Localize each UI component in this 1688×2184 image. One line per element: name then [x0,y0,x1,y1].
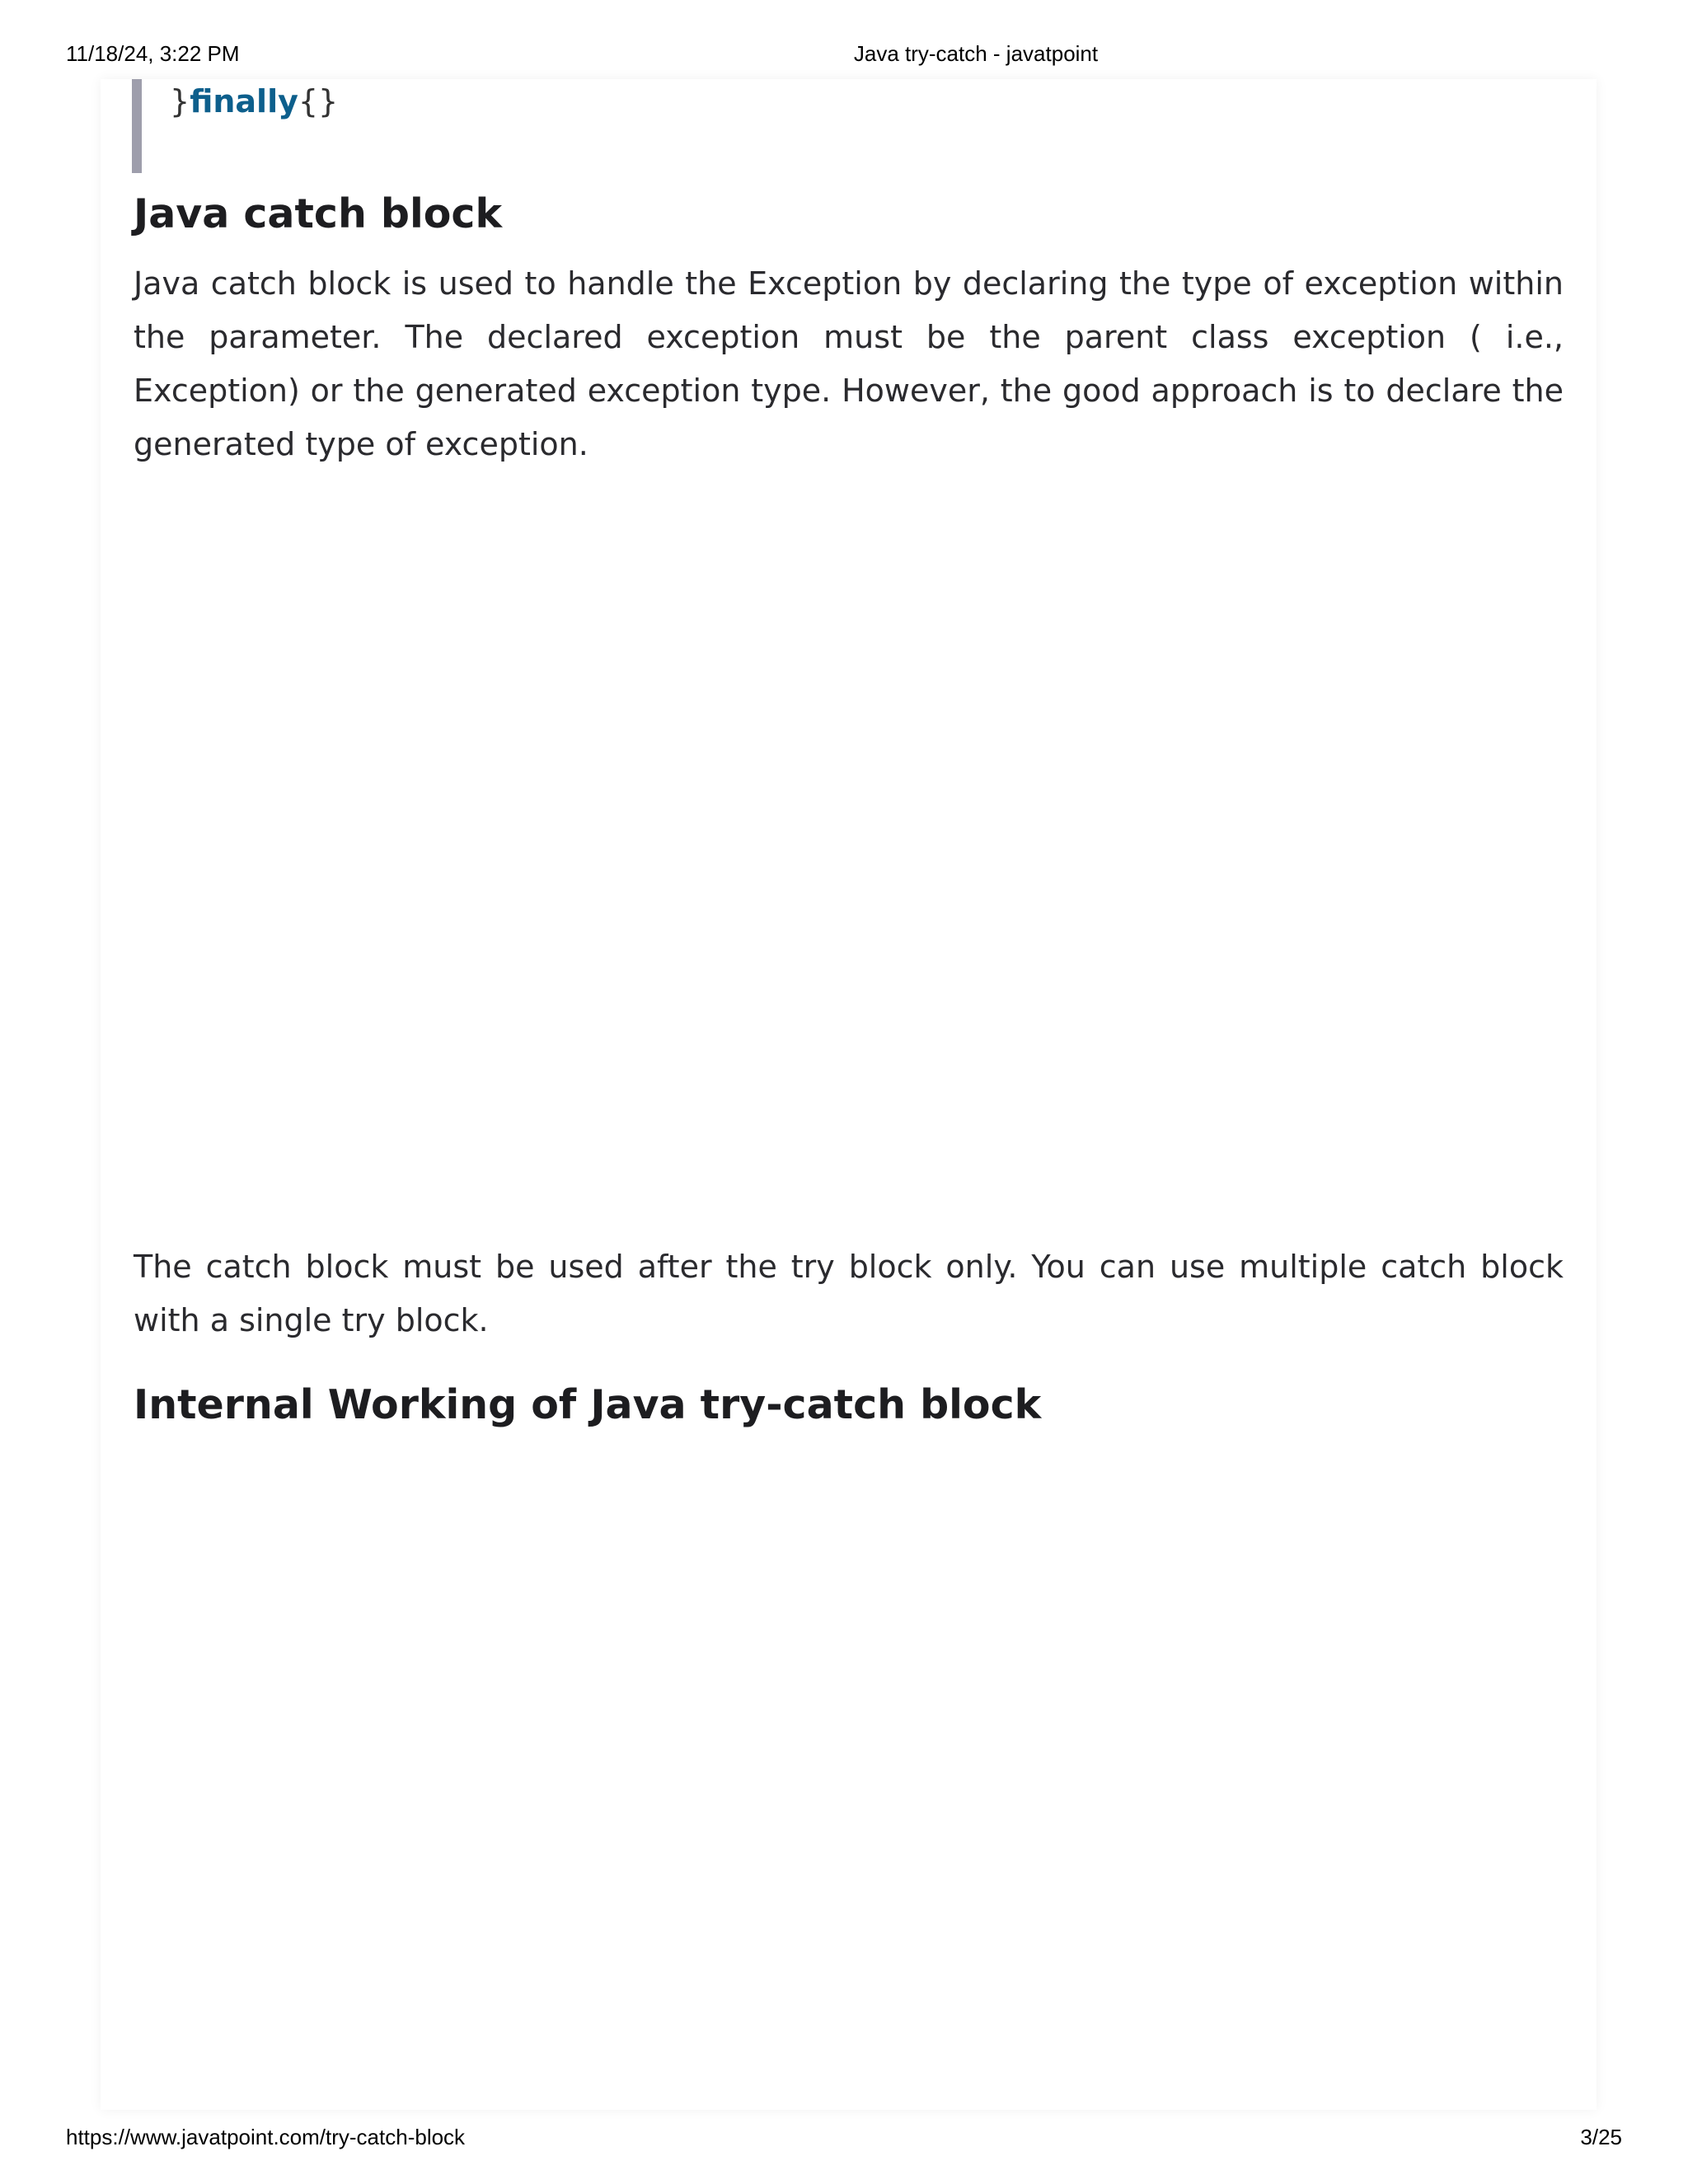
paragraph-catch-description: Java catch block is used to handle the Exception by declaring the type of exception within the parameter. The declared exception must be the parent class exception ( i.e., Exception) or the generated exception type. However, the good approach is to declare the generated type of exception. [134,265,1564,462]
print-header [0,41,1688,71]
print-page-title: Java try-catch - javatpoint [853,41,1099,66]
print-datetime: 11/18/24, 3:22 PM [66,41,240,66]
heading-java-catch-block: Java catch block [134,190,503,237]
code-open-brace: } [170,83,190,120]
code-close-braces: {} [298,83,339,120]
code-keyword-finally: finally [190,83,298,120]
paragraph-catch-usage: The catch block must be used after the try block only. You can use multiple catch block with a single try block. [134,1249,1564,1338]
print-footer [0,2125,1688,2154]
code-snippet-tail [132,79,471,173]
code-line [170,82,338,120]
print-url: https://www.javatpoint.com/try-catch-block [66,2125,466,2149]
print-page-number: 3/25 [1580,2125,1622,2149]
heading-internal-working: Internal Working of Java try-catch block [134,1381,1042,1428]
